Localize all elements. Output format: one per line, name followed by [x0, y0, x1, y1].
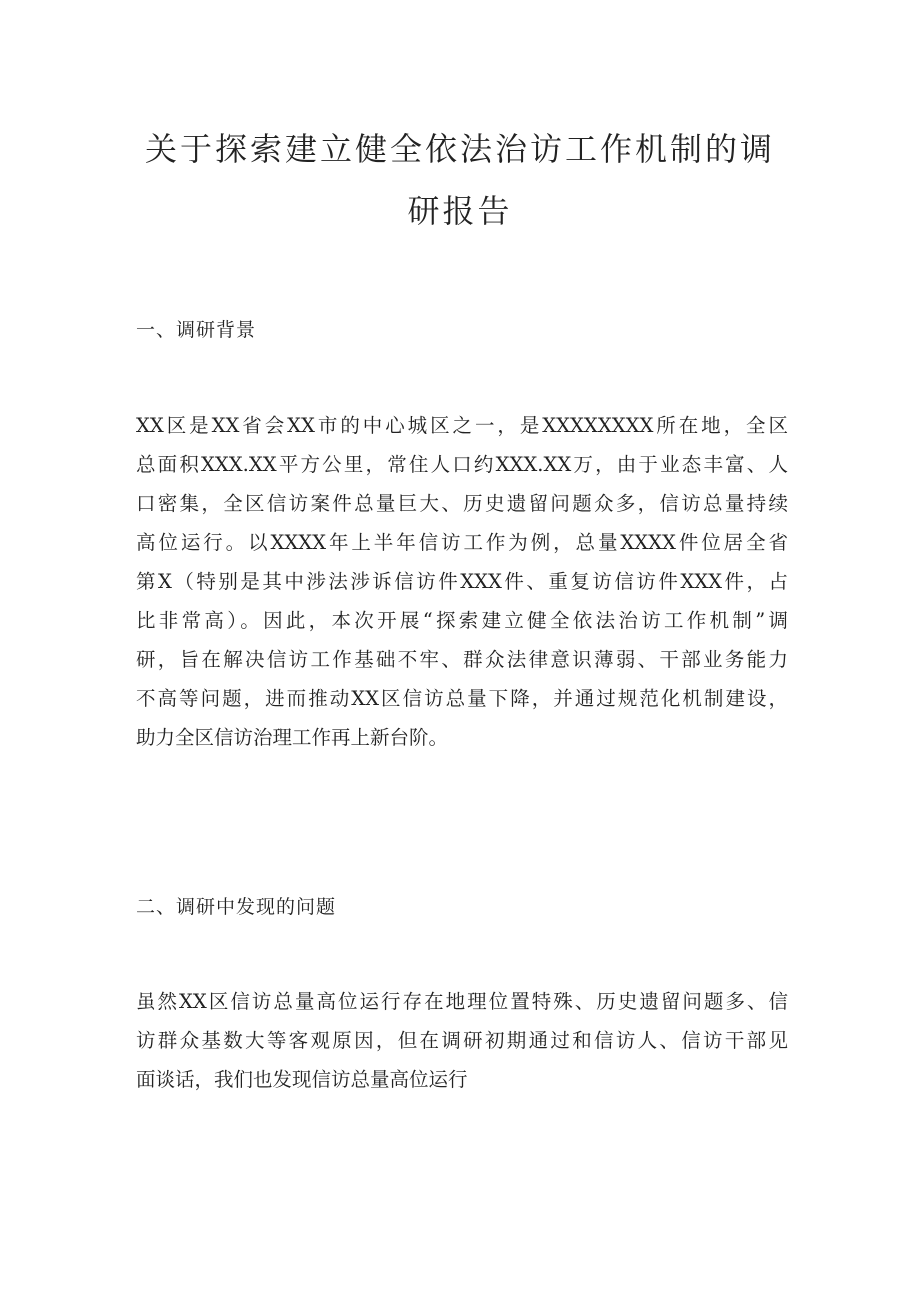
paragraph-line: 第X（特别是其中涉法涉诉信访件XXX件、重复访信访件XXX件，占 [136, 570, 788, 593]
section-heading-background: 一、调研背景 [136, 319, 257, 341]
paragraph-line: 助力全区信访治理工作再上新台阶。 [136, 726, 449, 749]
paragraph-line: 比非常高）。因此，本次开展“探索建立健全依法治访工作机制”调 [136, 609, 788, 632]
section-heading-problems: 二、调研中发现的问题 [136, 896, 337, 918]
paragraph-line: 研，旨在解决信访工作基础不牢、群众法律意识薄弱、干部业务能力 [136, 648, 788, 671]
document-title [120, 118, 800, 242]
paragraph-line: 虽然XX区信访总量高位运行存在地理位置特殊、历史遗留问题多、信 [136, 990, 788, 1013]
paragraph-line: 总面积XXX.XX平方公里，常住人口约XXX.XX万，由于业态丰富、人 [136, 453, 788, 476]
paragraph-line: 高位运行。以XXXX年上半年信访工作为例，总量XXXX件位居全省 [136, 531, 788, 554]
paragraph-line: 口密集，全区信访案件总量巨大、历史遗留问题众多，信访总量持续 [136, 492, 788, 515]
paragraph-line: 访群众基数大等客观原因，但在调研初期通过和信访人、信访干部见 [136, 1029, 788, 1052]
paragraph-line: 面谈话，我们也发现信访总量高位运行 [136, 1068, 468, 1091]
paragraph-line: 不高等问题，进而推动XX区信访总量下降，并通过规范化机制建设， [136, 687, 788, 710]
problems-paragraph [136, 982, 788, 1099]
paragraph-line: XX区是XX省会XX市的中心城区之一，是XXXXXXXX所在地，全区 [136, 414, 788, 437]
title-line-1: 关于探索建立健全依法治访工作机制的调 [144, 130, 775, 168]
background-paragraph [136, 406, 788, 757]
title-line-2: 研报告 [407, 192, 513, 230]
